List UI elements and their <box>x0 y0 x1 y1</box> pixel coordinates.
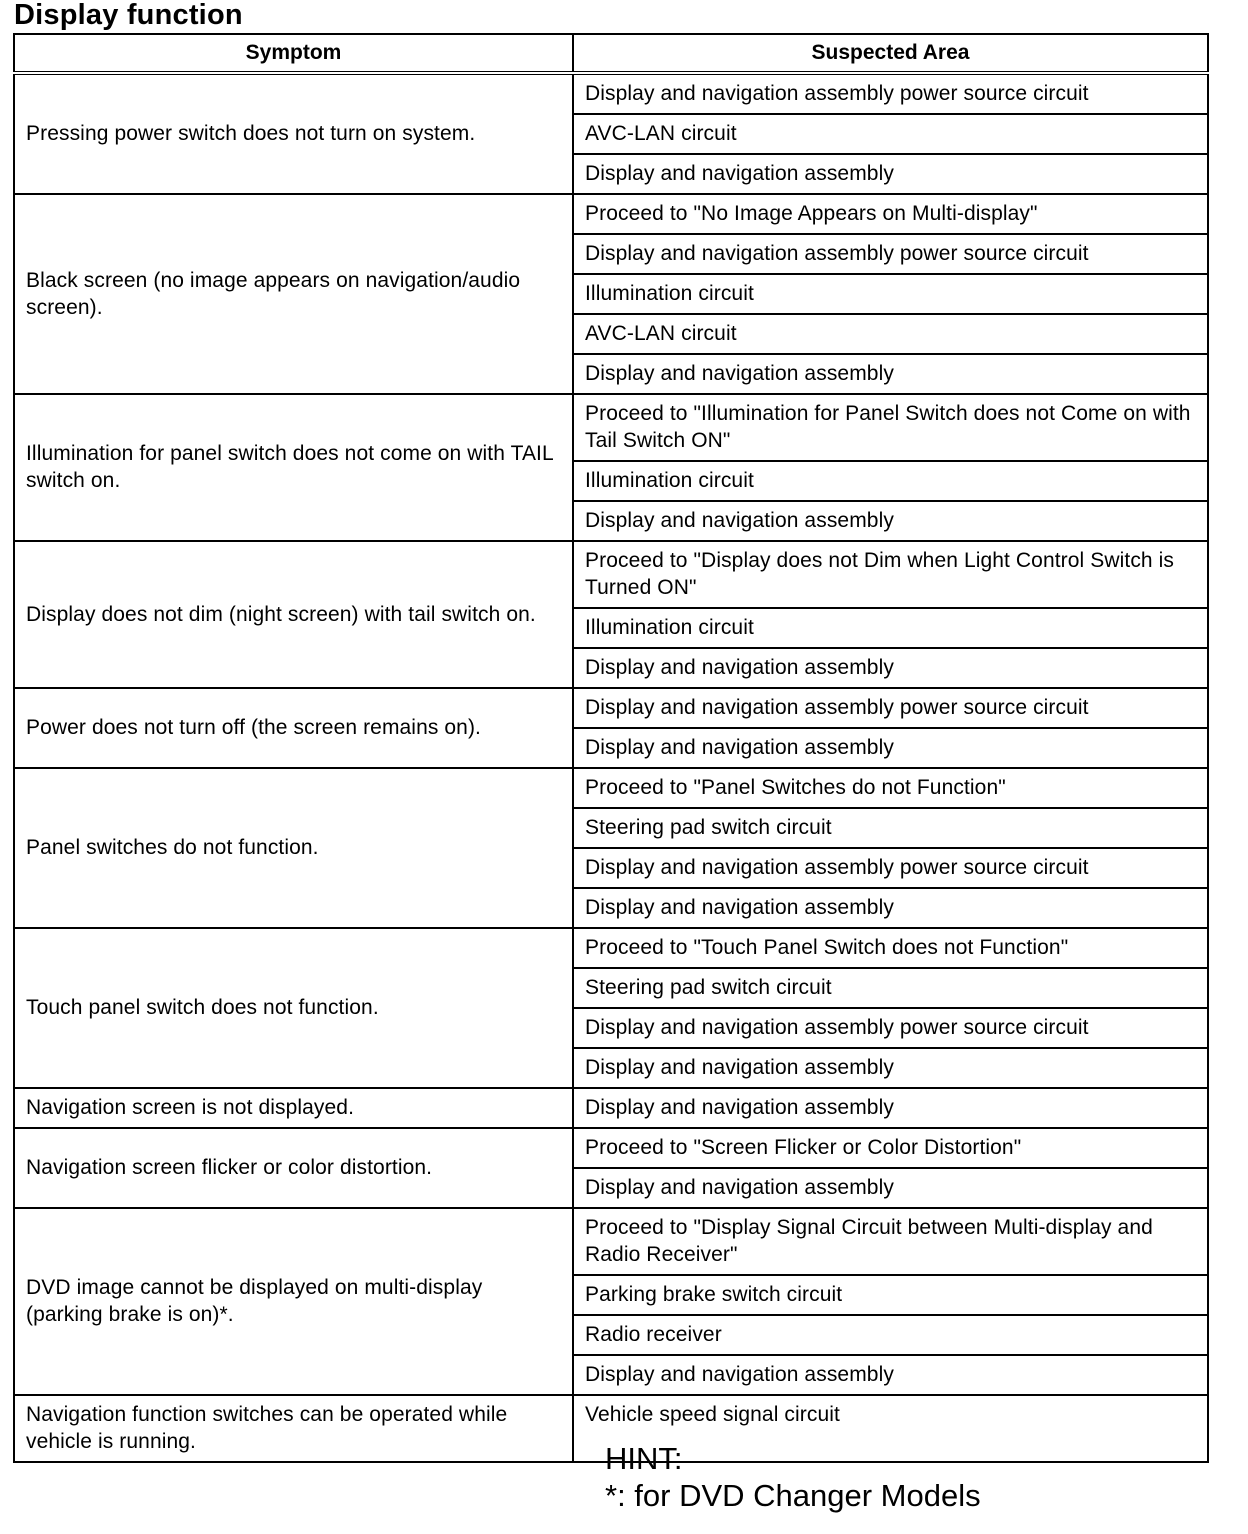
table-row <box>14 1208 1208 1275</box>
suspected-area-cell: Display and navigation assembly <box>573 1168 1208 1208</box>
suspected-area-cell: Vehicle speed signal circuit <box>573 1395 1208 1462</box>
suspected-area-cell: Proceed to "Display Signal Circuit between Multi-display and Radio Receiver" <box>573 1208 1208 1275</box>
suspected-area-cell: Proceed to "Display does not Dim when Light Control Switch is Turned ON" <box>573 541 1208 608</box>
suspected-area-cell: Proceed to "Panel Switches do not Function" <box>573 768 1208 808</box>
suspected-area-cell: Display and navigation assembly <box>573 154 1208 194</box>
symptom-cell: Navigation screen flicker or color distortion. <box>14 1128 573 1208</box>
symptom-cell: Power does not turn off (the screen remains on). <box>14 688 573 768</box>
suspected-area-cell: Display and navigation assembly <box>573 354 1208 394</box>
suspected-area-cell: Illumination circuit <box>573 608 1208 648</box>
suspected-area-cell: Steering pad switch circuit <box>573 808 1208 848</box>
suspected-area-cell: Illumination circuit <box>573 461 1208 501</box>
suspected-area-cell: Display and navigation assembly <box>573 728 1208 768</box>
suspected-area-cell: Proceed to "Illumination for Panel Switch does not Come on with Tail Switch ON" <box>573 394 1208 461</box>
page-title: Display function <box>14 0 243 31</box>
suspected-area-cell: Display and navigation assembly <box>573 1048 1208 1088</box>
suspected-area-cell: Proceed to "Touch Panel Switch does not Function" <box>573 928 1208 968</box>
symptom-cell: Black screen (no image appears on navigation/audio screen). <box>14 194 573 394</box>
suspected-area-cell: Display and navigation assembly power source circuit <box>573 1008 1208 1048</box>
symptom-table <box>13 33 1209 1463</box>
suspected-area-cell: Display and navigation assembly <box>573 1088 1208 1128</box>
suspected-area-cell: Illumination circuit <box>573 274 1208 314</box>
suspected-area-cell: Display and navigation assembly <box>573 501 1208 541</box>
symptom-cell: Navigation screen is not displayed. <box>14 1088 573 1128</box>
table-row <box>14 394 1208 461</box>
table-row <box>14 768 1208 808</box>
suspected-area-cell: Display and navigation assembly <box>573 1355 1208 1395</box>
table-row <box>14 1128 1208 1168</box>
symptom-cell: Navigation function switches can be operated while vehicle is running. <box>14 1395 573 1462</box>
table-header-row <box>14 34 1208 73</box>
symptom-cell: Illumination for panel switch does not come on with TAIL switch on. <box>14 394 573 541</box>
symptom-cell: Panel switches do not function. <box>14 768 573 928</box>
table-row <box>14 928 1208 968</box>
symptom-cell: DVD image cannot be displayed on multi-display (parking brake is on)*. <box>14 1208 573 1395</box>
suspected-area-column-header: Suspected Area <box>573 34 1208 73</box>
suspected-area-cell: Display and navigation assembly <box>573 648 1208 688</box>
table-row <box>14 688 1208 728</box>
suspected-area-cell: Display and navigation assembly power source circuit <box>573 688 1208 728</box>
suspected-area-cell: Display and navigation assembly power source circuit <box>573 234 1208 274</box>
hint-label: HINT: <box>605 1441 683 1476</box>
table-body <box>14 73 1208 1462</box>
hint-note: *: for DVD Changer Models <box>605 1478 981 1513</box>
symptom-cell: Pressing power switch does not turn on system. <box>14 73 573 194</box>
suspected-area-cell: Parking brake switch circuit <box>573 1275 1208 1315</box>
suspected-area-cell: Proceed to "Screen Flicker or Color Distortion" <box>573 1128 1208 1168</box>
table-row <box>14 73 1208 114</box>
symptom-column-header: Symptom <box>14 34 573 73</box>
suspected-area-cell: AVC-LAN circuit <box>573 114 1208 154</box>
suspected-area-cell: Radio receiver <box>573 1315 1208 1355</box>
suspected-area-cell: Display and navigation assembly power source circuit <box>573 848 1208 888</box>
hint-block <box>605 1440 981 1514</box>
suspected-area-cell: Display and navigation assembly <box>573 888 1208 928</box>
symptom-cell: Display does not dim (night screen) with tail switch on. <box>14 541 573 688</box>
suspected-area-cell: Proceed to "No Image Appears on Multi-display" <box>573 194 1208 234</box>
suspected-area-cell: Steering pad switch circuit <box>573 968 1208 1008</box>
suspected-area-cell: Display and navigation assembly power source circuit <box>573 73 1208 114</box>
table-row <box>14 1088 1208 1128</box>
table-row <box>14 194 1208 234</box>
table-row <box>14 541 1208 608</box>
symptom-cell: Touch panel switch does not function. <box>14 928 573 1088</box>
suspected-area-cell: AVC-LAN circuit <box>573 314 1208 354</box>
